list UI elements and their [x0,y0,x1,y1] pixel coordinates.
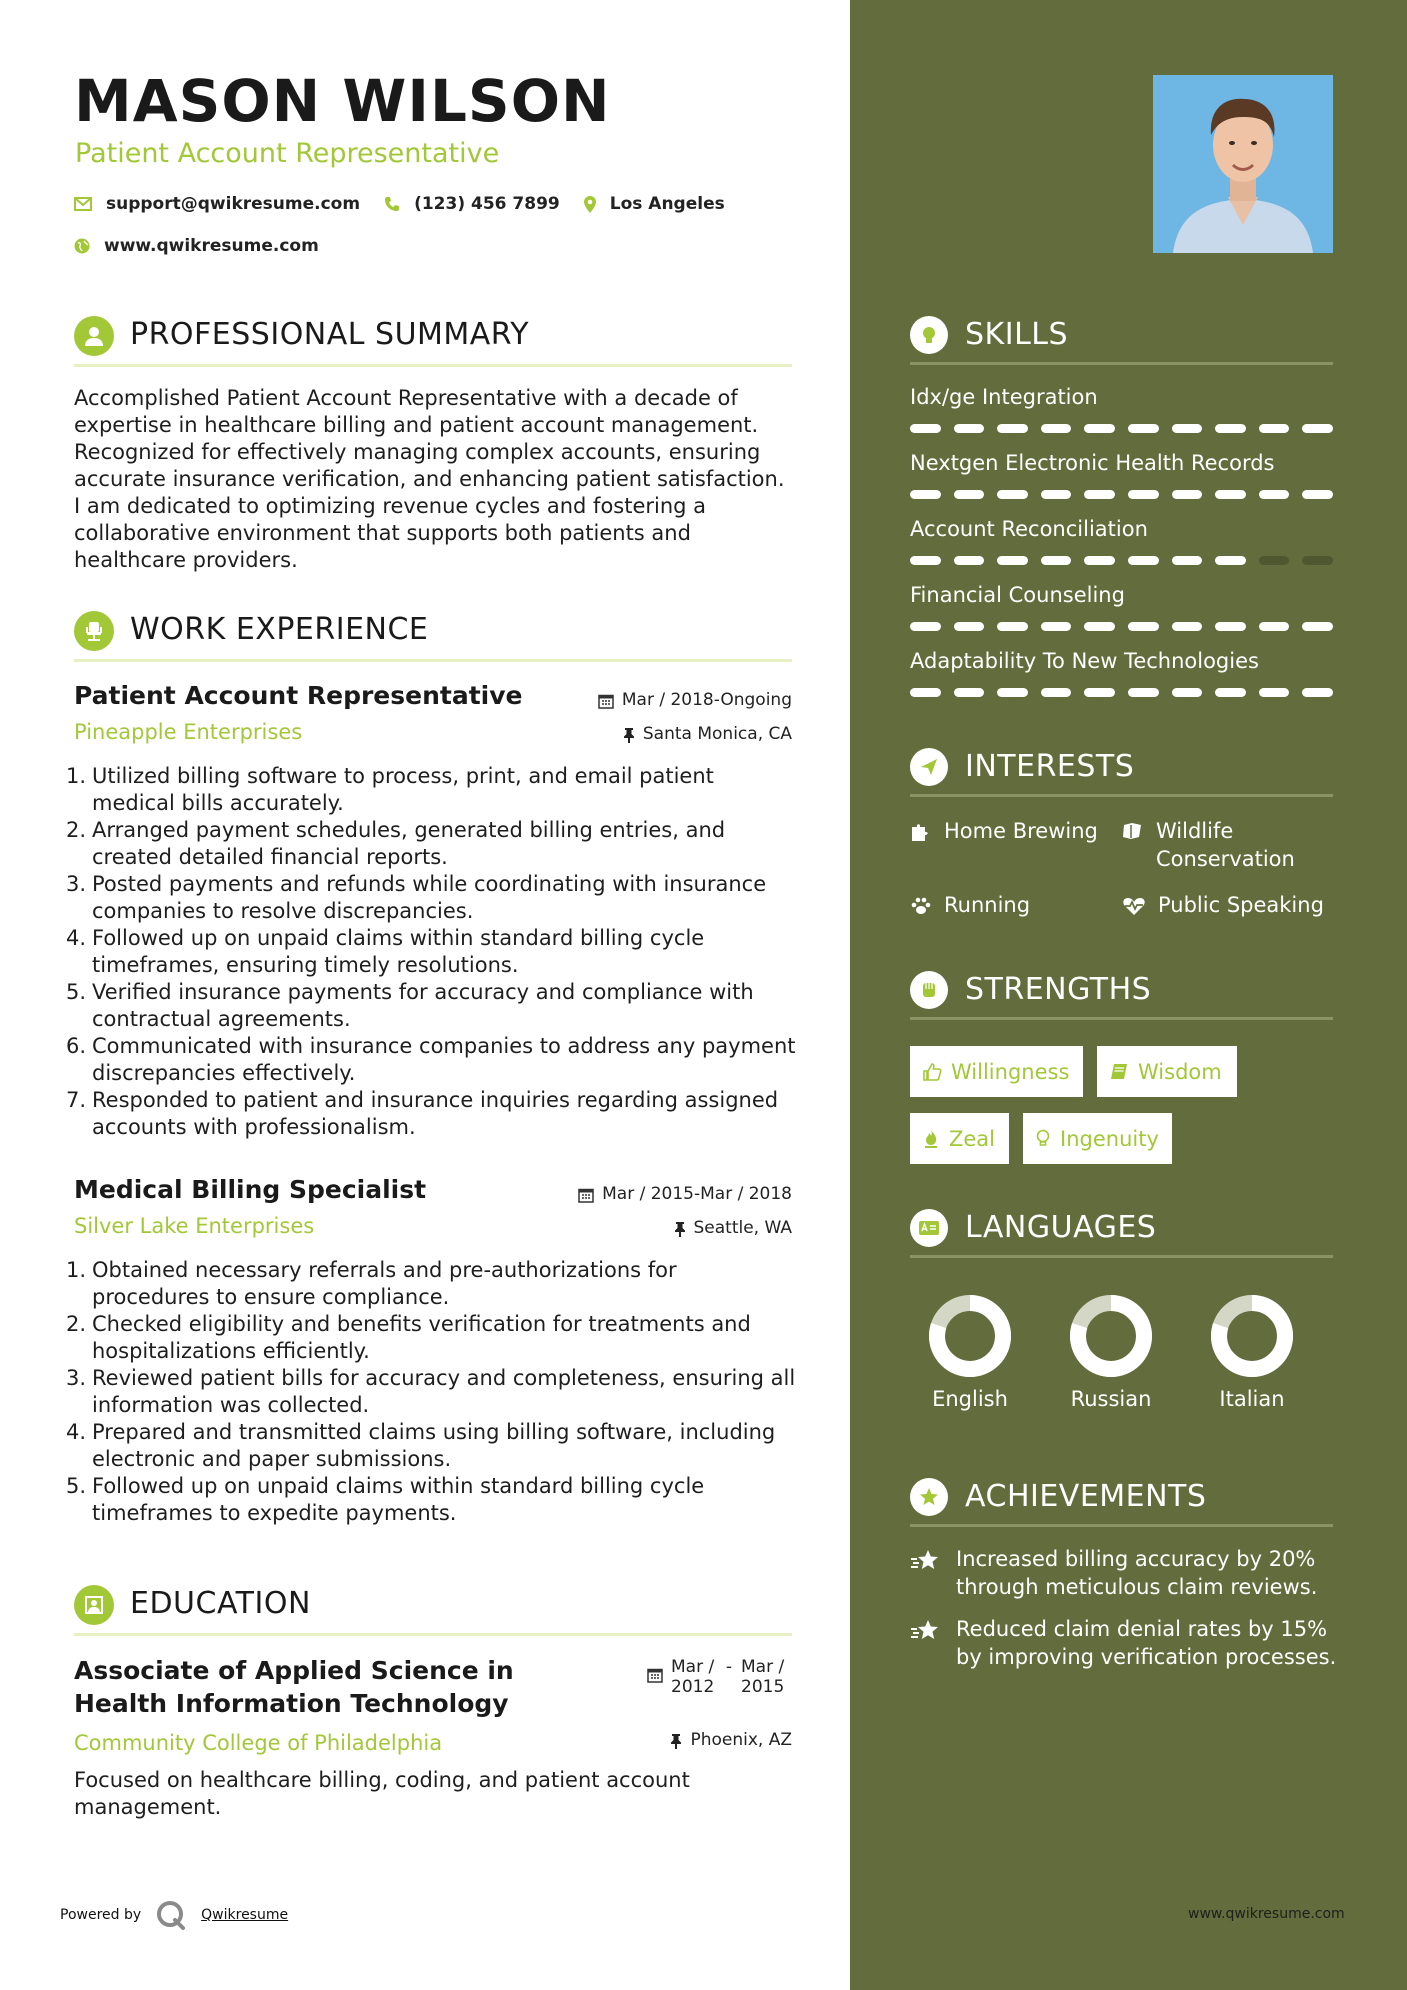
skill-level-segment [910,556,941,565]
lightbulb-icon [1035,1129,1051,1149]
skill-level-segment [1128,490,1159,499]
experience-header [74,603,792,663]
skill-label: Adaptability To New Technologies [910,649,1259,673]
interests-header [910,740,1333,800]
email-text: support@qwikresume.com [106,194,361,214]
thumbs-up-icon [922,1062,942,1082]
achievements-header [910,1470,1333,1530]
language-ring [1209,1293,1295,1379]
skill-level-segment [1128,424,1159,433]
interest-label: Public Speaking [1158,893,1324,917]
skill-level-segment [910,688,941,697]
language-ring [1068,1293,1154,1379]
skills-header [910,308,1333,368]
list-item: 4. Followed up on unpaid claims within standard billing cycle timeframes, ensuring timely resolutions. [66,926,705,977]
website-text: www.qwikresume.com [104,236,319,256]
skill-level-segment [1302,424,1333,433]
skill-level-segment [910,622,941,631]
education-description: Focused on healthcare billing, coding, and patient account management. [74,1768,690,1819]
website-contact[interactable] [74,236,319,256]
star-badge-icon [910,1478,948,1516]
job-location-text: Seattle, WA [693,1218,792,1238]
skill-level-segment [1215,688,1246,697]
job-location [674,1220,793,1237]
skill-level-segment [1215,622,1246,631]
skill-level-bar [910,556,1333,565]
pushpin-icon [623,727,635,743]
languages-header [910,1201,1333,1261]
skill-level-segment [1259,688,1290,697]
skill-level-segment [954,622,985,631]
skill-level-segment [1172,490,1203,499]
interest-item [910,891,1030,919]
list-item: 5. Followed up on unpaid claims within standard billing cycle timeframes to expedite payments. [66,1474,705,1525]
skill-level-segment [1041,424,1072,433]
skill-level-segment [954,688,985,697]
achievement-text: Reduced claim denial rates by 15% by improving verification processes. [956,1617,1337,1669]
skill-item [910,519,1333,565]
skill-level-segment [1084,688,1115,697]
skill-level-segment [954,424,985,433]
interest-label: Running [944,893,1031,917]
interest-item [1122,817,1332,873]
skill-level-segment [1084,424,1115,433]
footer-website[interactable]: www.qwikresume.com [1188,1906,1345,1922]
education-location [670,1732,792,1749]
list-item: 6. Communicated with insurance companies to address any payment discrepancies effectively. [66,1034,796,1085]
job-title: Patient Account Representative [74,681,523,710]
section-divider [74,659,792,662]
flame-icon [922,1129,940,1149]
job-dates [578,1186,792,1203]
job-company: Silver Lake Enterprises [74,1214,315,1238]
candidate-name: MASON WILSON [74,67,611,135]
skill-level-segment [1302,490,1333,499]
skill-level-bar [910,622,1333,631]
language-item [910,1293,1030,1411]
achievement-star-icon [910,1549,942,1573]
skill-level-segment [910,490,941,499]
fist-icon [910,971,948,1009]
skill-level-segment [1302,688,1333,697]
skill-level-segment [1259,490,1290,499]
skill-label: Account Reconciliation [910,517,1148,541]
skill-level-segment [954,556,985,565]
skill-level-segment [1259,622,1290,631]
brand-link[interactable]: Qwikresume [201,1907,289,1923]
strength-label: Wisdom [1138,1059,1222,1084]
skill-level-segment [1041,688,1072,697]
achievement-item [910,1545,1340,1601]
skill-level-segment [1084,622,1115,631]
lightbulb-icon [910,316,948,354]
experience-title: WORK EXPERIENCE [130,612,429,647]
skill-item [910,387,1333,433]
skill-level-segment [1128,556,1159,565]
skill-item [910,453,1333,499]
section-divider [910,1255,1333,1258]
education-end: Mar / 2015 [741,1657,785,1697]
contact-row [74,194,725,214]
skill-level-segment [997,622,1028,631]
job-company: Pineapple Enterprises [74,720,303,744]
job-duties-list [66,763,796,1141]
skill-level-segment [1302,622,1333,631]
interests-title: INTERESTS [965,749,1135,784]
language-item [1051,1293,1171,1411]
job-dates [598,692,792,709]
skill-level-segment [997,556,1028,565]
skill-level-segment [1259,424,1290,433]
strength-label: Ingenuity [1060,1126,1159,1151]
skills-title: SKILLS [965,317,1069,352]
date-separator: - [725,1657,733,1677]
section-divider [910,1017,1333,1020]
education-location-text: Phoenix, AZ [690,1730,792,1750]
section-divider [910,362,1333,365]
languages-title: LANGUAGES [965,1210,1157,1245]
skill-level-segment [1215,490,1246,499]
list-item: 2. Arranged payment schedules, generated billing entries, and created detailed financial reports. [66,818,726,869]
profile-photo [1153,75,1333,253]
job-location-text: Santa Monica, CA [642,724,792,744]
heartbeat-icon [1122,896,1146,916]
skill-level-segment [1084,556,1115,565]
location-text: Los Angeles [609,194,725,214]
qwikresume-logo-icon [155,1900,187,1930]
skill-level-segment [1128,688,1159,697]
strength-tag [1097,1046,1237,1097]
achievements-title: ACHIEVEMENTS [965,1479,1207,1514]
job-dates-text: Mar / 2015-Mar / 2018 [602,1184,792,1204]
language-name: Russian [1070,1387,1152,1411]
skill-level-segment [997,490,1028,499]
strength-label: Zeal [949,1126,996,1151]
skill-item [910,585,1333,631]
location-contact [584,194,725,214]
interest-item [910,817,1098,845]
skill-level-segment [1172,688,1203,697]
powered-by-label: Powered by [60,1907,142,1923]
skill-level-segment [1041,556,1072,565]
achievement-item [910,1615,1340,1671]
office-chair-icon [74,611,114,651]
language-item [1192,1293,1312,1411]
map-pin-icon [584,196,596,213]
phone-icon [384,196,400,212]
skill-item [910,651,1333,697]
graduation-icon [74,1585,114,1625]
pushpin-icon [670,1733,682,1749]
skill-level-segment [997,424,1028,433]
section-divider [910,794,1333,797]
list-item: 3. Reviewed patient bills for accuracy and completeness, ensuring all information was collected. [66,1366,796,1417]
skill-level-segment [1084,490,1115,499]
achievement-star-icon [910,1619,942,1643]
skill-level-segment [910,424,941,433]
strength-tag [910,1113,1009,1164]
skill-level-bar [910,688,1333,697]
skill-level-segment [1172,556,1203,565]
section-divider [74,364,792,367]
skill-level-segment [954,490,985,499]
education-dates [647,1657,787,1697]
list-item: 1. Utilized billing software to process, print, and email patient medical bills accurately. [66,764,714,815]
skill-level-segment [997,688,1028,697]
skill-label: Financial Counseling [910,583,1125,607]
strengths-header [910,963,1333,1023]
language-name: Italian [1219,1387,1285,1411]
language-card-icon [910,1209,948,1247]
school-name: Community College of Philadelphia [74,1731,443,1755]
section-divider [74,1633,792,1636]
phone-contact[interactable] [384,194,560,214]
skill-label: Nextgen Electronic Health Records [910,451,1275,475]
education-header [74,1577,792,1637]
skill-level-segment [1302,556,1333,565]
job-title: Medical Billing Specialist [74,1175,427,1204]
degree-title: Associate of Applied Science in Health Information Technology [74,1656,514,1718]
section-divider [910,1524,1333,1527]
strength-tag [1023,1113,1172,1164]
book-icon [1109,1062,1129,1082]
summary-title: PROFESSIONAL SUMMARY [130,317,530,352]
skill-level-bar [910,490,1333,499]
skill-level-segment [1041,622,1072,631]
interest-label: Wildlife Conservation [1156,819,1295,871]
puzzle-icon [910,822,932,842]
skill-level-segment [1172,424,1203,433]
skill-level-segment [1041,490,1072,499]
language-name: English [932,1387,1008,1411]
skill-level-segment [1128,622,1159,631]
globe-icon [74,238,90,254]
skill-level-segment [1172,622,1203,631]
job-dates-text: Mar / 2018-Ongoing [621,690,792,710]
powered-by [60,1900,288,1930]
job-duties-list [66,1257,796,1527]
envelope-icon [74,197,92,211]
education-title: EDUCATION [130,1586,311,1621]
strength-tag [910,1046,1083,1097]
achievement-text: Increased billing accuracy by 20% through meticulous claim reviews. [956,1547,1318,1599]
strengths-title: STRENGTHS [965,972,1152,1007]
list-item: 1. Obtained necessary referrals and pre-authorizations for procedures to ensure compliance. [66,1258,677,1309]
summary-text: Accomplished Patient Account Representative with a decade of expertise in healthcare billing and patient account management. Recognized for effectively managing complex accounts, ensuring accurate insurance verification, and enhancing patient satisfaction. I am dedicated to optimizing revenue cycles and fostering a collaborative environment that supports both patients and healthcare providers. [74,386,785,572]
list-item: 2. Checked eligibility and benefits verification for treatments and hospitalizations efficiently. [66,1312,751,1363]
summary-header [74,308,792,368]
calendar-icon [647,1667,663,1683]
email-contact[interactable] [74,194,360,214]
interest-item [1122,891,1324,919]
interest-label: Home Brewing [944,819,1098,843]
skill-label: Idx/ge Integration [910,385,1098,409]
pushpin-icon [674,1221,686,1237]
list-item: 3. Posted payments and refunds while coordinating with insurance companies to resolve discrepancies. [66,872,767,923]
language-ring [927,1293,1013,1379]
list-item: 7. Responded to patient and insurance inquiries regarding assigned accounts with professionalism. [66,1088,779,1139]
skill-level-bar [910,424,1333,433]
paw-icon [910,896,932,916]
user-icon [74,316,114,356]
book-icon [1122,822,1144,842]
paper-plane-icon [910,748,948,786]
skill-level-segment [1215,424,1246,433]
list-item: 4. Prepared and transmitted claims using billing software, including electronic and paper submissions. [66,1420,776,1471]
list-item: 5. Verified insurance payments for accuracy and compliance with contractual agreements. [66,980,754,1031]
education-start: Mar / 2012 [671,1657,715,1697]
skill-level-segment [1259,556,1290,565]
candidate-role: Patient Account Representative [75,138,500,169]
skill-level-segment [1215,556,1246,565]
calendar-icon [578,1187,594,1203]
job-location [623,726,792,743]
strength-label: Willingness [951,1059,1070,1084]
phone-text: (123) 456 7899 [414,194,560,214]
calendar-icon [598,693,614,709]
